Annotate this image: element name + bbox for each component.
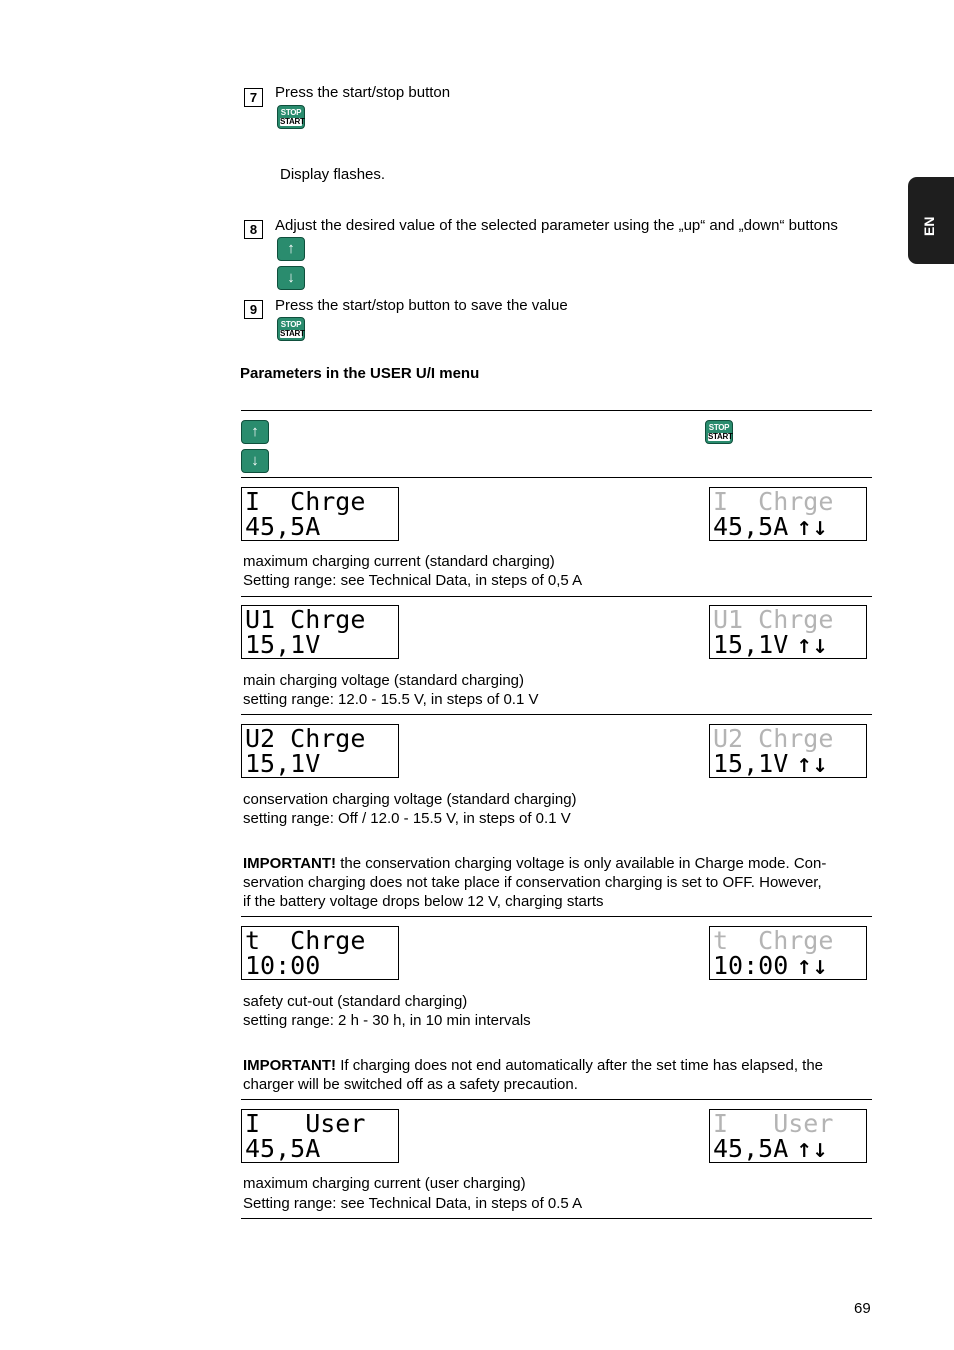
step-7-text: Press the start/stop button: [275, 84, 451, 101]
param-description: conservation charging voltage (standard charging): [243, 791, 577, 808]
step-8-text: Adjust the desired value of the selected parameter using the „up“ and „down“ buttons: [275, 217, 838, 234]
lcd-display-flashing: [709, 487, 867, 541]
step-9-text: Press the start/stop button to save the value: [275, 297, 568, 314]
lcd-line-2: 45,5A: [245, 512, 321, 541]
lcd-display-flashing: [709, 1109, 867, 1163]
down-button-icon: ↓: [277, 266, 305, 290]
lcd-line-2: 15,1V: [245, 630, 321, 659]
table-rule: [241, 1218, 872, 1219]
lcd-line-2: 45,5A: [713, 512, 789, 541]
step-7-number: 7: [244, 88, 263, 107]
lcd-line-2: 15,1V: [245, 749, 321, 778]
lcd-line-2: 10:00: [245, 951, 321, 980]
lcd-line-2: 15,1V: [713, 749, 789, 778]
param-description: main charging voltage (standard charging): [243, 672, 524, 689]
lcd-display: [241, 926, 399, 980]
lcd-display-flashing: [709, 605, 867, 659]
up-button-icon: ↑: [241, 420, 269, 444]
important-note-1: [243, 854, 826, 873]
up-down-arrows-icon: ↑↓: [796, 1140, 829, 1162]
important-note-1-line-2: servation charging does not take place if conservation charging is set to OFF. However,: [243, 874, 822, 891]
start-stop-button-icon: [705, 420, 733, 444]
important-text: If charging does not end automatically after the set time has elapsed, the: [336, 1057, 824, 1074]
lcd-line-1: I Chrge: [713, 487, 834, 516]
lcd-line-1: U2 Chrge: [245, 724, 366, 753]
lcd-line-1: U1 Chrge: [713, 605, 834, 634]
up-down-arrows-icon: ↑↓: [796, 755, 829, 777]
lcd-line-1: I User: [245, 1109, 366, 1138]
param-description: maximum charging current (user charging): [243, 1175, 526, 1192]
lcd-line-2: 45,5A: [245, 1134, 321, 1163]
section-heading: Parameters in the USER U/I menu: [240, 365, 480, 382]
param-description: maximum charging current (standard charging): [243, 553, 555, 570]
param-range: setting range: 12.0 - 15.5 V, in steps of 0.1 V: [243, 691, 539, 708]
important-label: IMPORTANT!: [243, 855, 337, 872]
lcd-line-2: 45,5A: [713, 1134, 789, 1163]
lcd-display: [241, 605, 399, 659]
lcd-line-1: I Chrge: [245, 487, 366, 516]
lcd-display-flashing: [709, 724, 867, 778]
param-range: setting range: Off / 12.0 - 15.5 V, in steps of 0.1 V: [243, 810, 571, 827]
table-rule: [241, 1099, 872, 1100]
important-note-1-line-3: if the battery voltage drops below 12 V, charging starts: [243, 893, 604, 910]
up-down-arrows-icon: ↑↓: [796, 636, 829, 658]
up-down-arrows-icon: ↑↓: [796, 957, 829, 979]
table-rule: [241, 477, 872, 478]
table-rule: [241, 410, 872, 411]
lcd-line-1: t Chrge: [245, 926, 366, 955]
lcd-line-1: I User: [713, 1109, 834, 1138]
step-9-number: 9: [244, 300, 263, 319]
lcd-display: [241, 487, 399, 541]
table-rule: [241, 596, 872, 597]
param-range: Setting range: see Technical Data, in steps of 0,5 A: [243, 572, 583, 589]
important-note-2: [243, 1056, 823, 1075]
table-rule: [241, 916, 872, 917]
up-down-arrows-icon: ↑↓: [796, 518, 829, 540]
stop-label: STOP: [280, 320, 302, 329]
stop-label: STOP: [280, 108, 302, 117]
param-description: safety cut-out (standard charging): [243, 993, 468, 1010]
lcd-line-2: 10:00: [713, 951, 789, 980]
important-note-2-line-2: charger will be switched off as a safety precaution.: [243, 1076, 578, 1093]
language-tab[interactable]: [908, 177, 954, 264]
lcd-line-1: U2 Chrge: [713, 724, 834, 753]
important-label: IMPORTANT!: [243, 1057, 337, 1074]
lcd-line-2: 15,1V: [713, 630, 789, 659]
lcd-display-flashing: [709, 926, 867, 980]
start-label: START: [280, 329, 305, 338]
lcd-display: [241, 724, 399, 778]
start-stop-button-icon: [277, 317, 305, 341]
table-rule: [241, 714, 872, 715]
up-button-icon: ↑: [277, 237, 305, 261]
lcd-display: [241, 1109, 399, 1163]
important-text: the conservation charging voltage is only available in Charge mode. Con-: [336, 855, 827, 872]
language-tab-label: EN: [921, 216, 937, 236]
param-range: setting range: 2 h - 30 h, in 10 min intervals: [243, 1012, 531, 1029]
start-stop-button-icon: [277, 105, 305, 129]
down-button-icon: ↓: [241, 449, 269, 473]
page-number: 69: [854, 1300, 871, 1317]
display-flashes-text: Display flashes.: [280, 166, 386, 183]
lcd-line-1: U1 Chrge: [245, 605, 366, 634]
stop-label: STOP: [708, 423, 730, 432]
start-label: START: [708, 432, 733, 441]
start-label: START: [280, 117, 305, 126]
step-8-number: 8: [244, 220, 263, 239]
lcd-line-1: t Chrge: [713, 926, 834, 955]
param-range: Setting range: see Technical Data, in steps of 0.5 A: [243, 1195, 583, 1212]
